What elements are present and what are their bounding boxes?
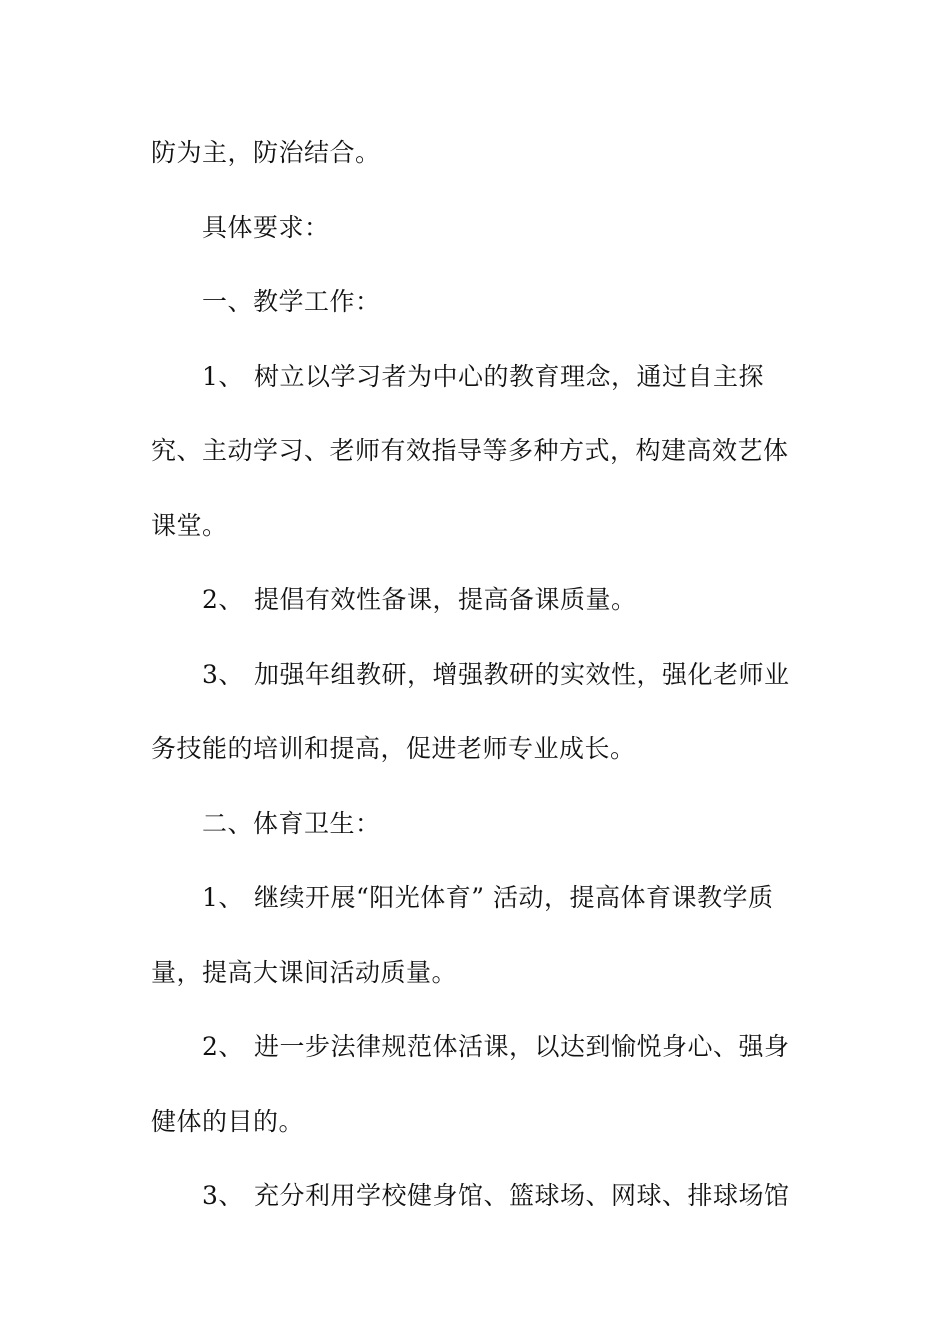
list-number: 3、 <box>202 660 244 689</box>
line-text: 二、体育卫生： <box>202 809 381 838</box>
section-heading-pe <box>202 807 381 841</box>
line-text: 量，提高大课间活动质量。 <box>151 958 458 987</box>
line-text: 究、主动学习、老师有效指导等多种方式，构建高效艺体 <box>151 436 789 465</box>
line-text: 树立以学习者为中心的教育理念，通过自主探 <box>254 362 765 391</box>
list-item <box>202 583 637 617</box>
paragraph-line <box>151 732 636 766</box>
line-text: 加强年组教研，增强教研的实效性，强化老师业 <box>254 660 790 689</box>
list-item <box>202 360 764 394</box>
paragraph-line <box>151 956 457 990</box>
line-text: 务技能的培训和提高，促进老师专业成长。 <box>151 734 636 763</box>
paragraph-line <box>151 434 789 468</box>
paragraph-heading <box>202 211 330 245</box>
line-text: 具体要求： <box>202 213 330 242</box>
list-number: 1、 <box>202 883 244 912</box>
list-number: 2、 <box>202 1032 244 1061</box>
list-item <box>202 1030 790 1064</box>
line-text: 提倡有效性备课，提高备课质量。 <box>254 585 637 614</box>
line-text: 防为主，防治结合。 <box>151 138 381 167</box>
line-text: 健体的目的。 <box>151 1107 305 1136</box>
paragraph-line <box>151 136 381 170</box>
list-number: 2、 <box>202 585 244 614</box>
line-text: 充分利用学校健身馆、篮球场、网球、排球场馆 <box>254 1181 790 1210</box>
paragraph-line <box>151 509 228 543</box>
line-text: 课堂。 <box>151 511 228 540</box>
section-heading-teaching <box>202 285 381 319</box>
line-text: 进一步法律规范体活课，以达到愉悦身心、强身 <box>254 1032 790 1061</box>
line-text: 一、教学工作： <box>202 287 381 316</box>
line-text: 继续开展“阳光体育” 活动，提高体育课教学质 <box>254 883 774 912</box>
list-number: 3、 <box>202 1181 244 1210</box>
paragraph-line <box>151 1105 304 1139</box>
list-item <box>202 881 774 915</box>
list-item <box>202 1179 790 1213</box>
list-item <box>202 658 790 692</box>
list-number: 1、 <box>202 362 244 391</box>
